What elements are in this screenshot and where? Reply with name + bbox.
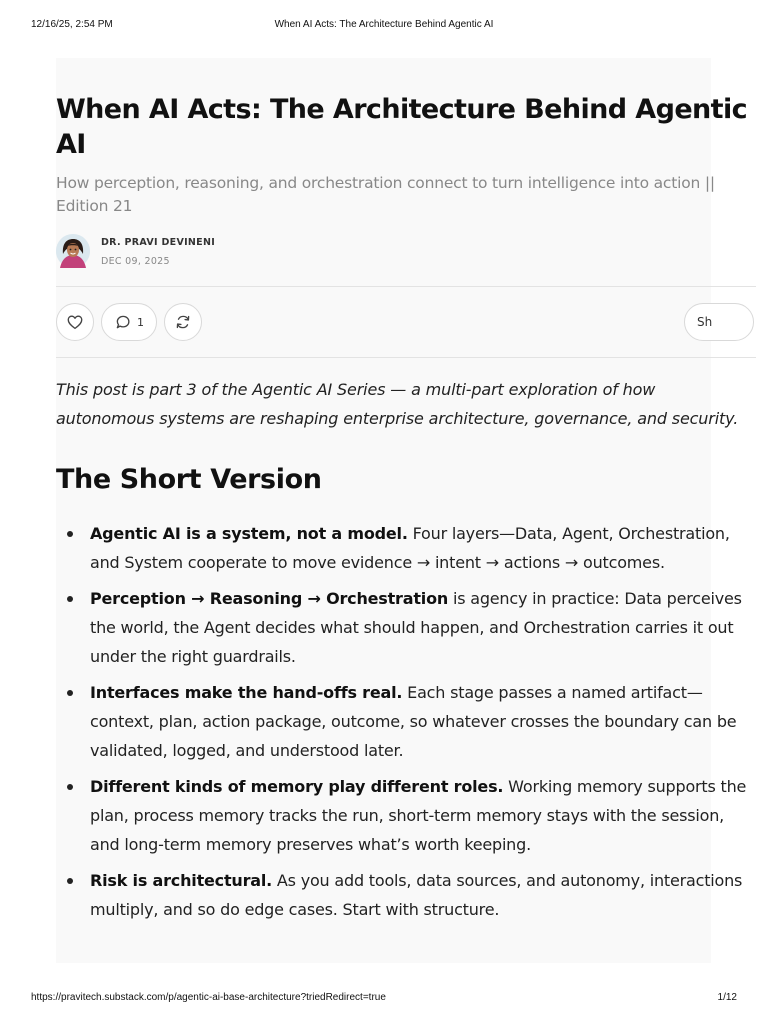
article-title: When AI Acts: The Architecture Behind Agentic AI: [56, 94, 748, 160]
print-header: [0, 19, 768, 33]
divider: [56, 357, 756, 358]
list-item-lead: Perception → Reasoning → Orchestration: [90, 589, 449, 608]
list-item-lead: Agentic AI is a system, not a model.: [90, 524, 408, 543]
comment-button[interactable]: [101, 303, 157, 341]
list-item-lead: Risk is architectural.: [90, 871, 273, 890]
print-url: https://pravitech.substack.com/p/agentic-ai-base-architecture?triedRedirect=true: [31, 992, 386, 1003]
restack-icon: [174, 313, 192, 331]
list-item: [56, 584, 756, 671]
list-item-text: is agency in practice: Data perceives the world, the Agent decides what should happen, and Orchestration carries it out under the right guardrails.: [90, 589, 742, 666]
share-button[interactable]: [684, 303, 754, 341]
list-item-lead: Interfaces make the hand-offs real.: [90, 683, 403, 702]
list-item-text: Working memory supports the plan, process memory tracks the run, short-term memory stays with the session, and long-term memory preserves what’s worth keeping.: [90, 777, 747, 854]
restack-button[interactable]: [164, 303, 202, 341]
list-item-text: Each stage passes a named artifact—context, plan, action package, outcome, so whatever crosses the boundary can be validated, logged, and understood later.: [90, 683, 737, 760]
list-item-text: As you add tools, data sources, and autonomy, interactions multiply, and so do edge cases. Start with structure.: [90, 871, 743, 919]
post-date: DEC 09, 2025: [101, 256, 170, 267]
list-item: [56, 772, 756, 859]
list-item-lead: Different kinds of memory play different roles.: [90, 777, 504, 796]
list-item: [56, 519, 756, 577]
list-item: [56, 866, 756, 924]
print-doc-title: When AI Acts: The Architecture Behind Agentic AI: [274, 19, 494, 30]
print-footer: [0, 992, 768, 1006]
heart-icon: [66, 313, 84, 331]
comment-bubble-icon: [114, 313, 132, 331]
comment-count: 1: [137, 315, 144, 329]
list-item-text: Four layers—Data, Agent, Orchestration, and System cooperate to move evidence → intent → actions → outcomes.: [90, 524, 730, 572]
author-avatar[interactable]: [56, 234, 90, 268]
article-subtitle: How perception, reasoning, and orchestration connect to turn intelligence into action || Edition 21: [56, 174, 715, 215]
like-button[interactable]: [56, 303, 94, 341]
summary-list: [56, 519, 756, 931]
author-name[interactable]: DR. PRAVI DEVINENI: [101, 237, 216, 248]
divider: [56, 286, 756, 287]
print-datetime: 12/16/25, 2:54 PM: [31, 19, 113, 30]
list-item: [56, 678, 756, 765]
series-intro: This post is part 3 of the Agentic AI Series — a multi-part exploration of how autonomous systems are reshaping enterprise architecture, governance, and security.: [56, 380, 739, 428]
section-heading: The Short Version: [56, 464, 322, 495]
page-number: 1/12: [717, 992, 737, 1003]
article-page: [56, 58, 748, 963]
share-label: Sh: [697, 315, 713, 329]
